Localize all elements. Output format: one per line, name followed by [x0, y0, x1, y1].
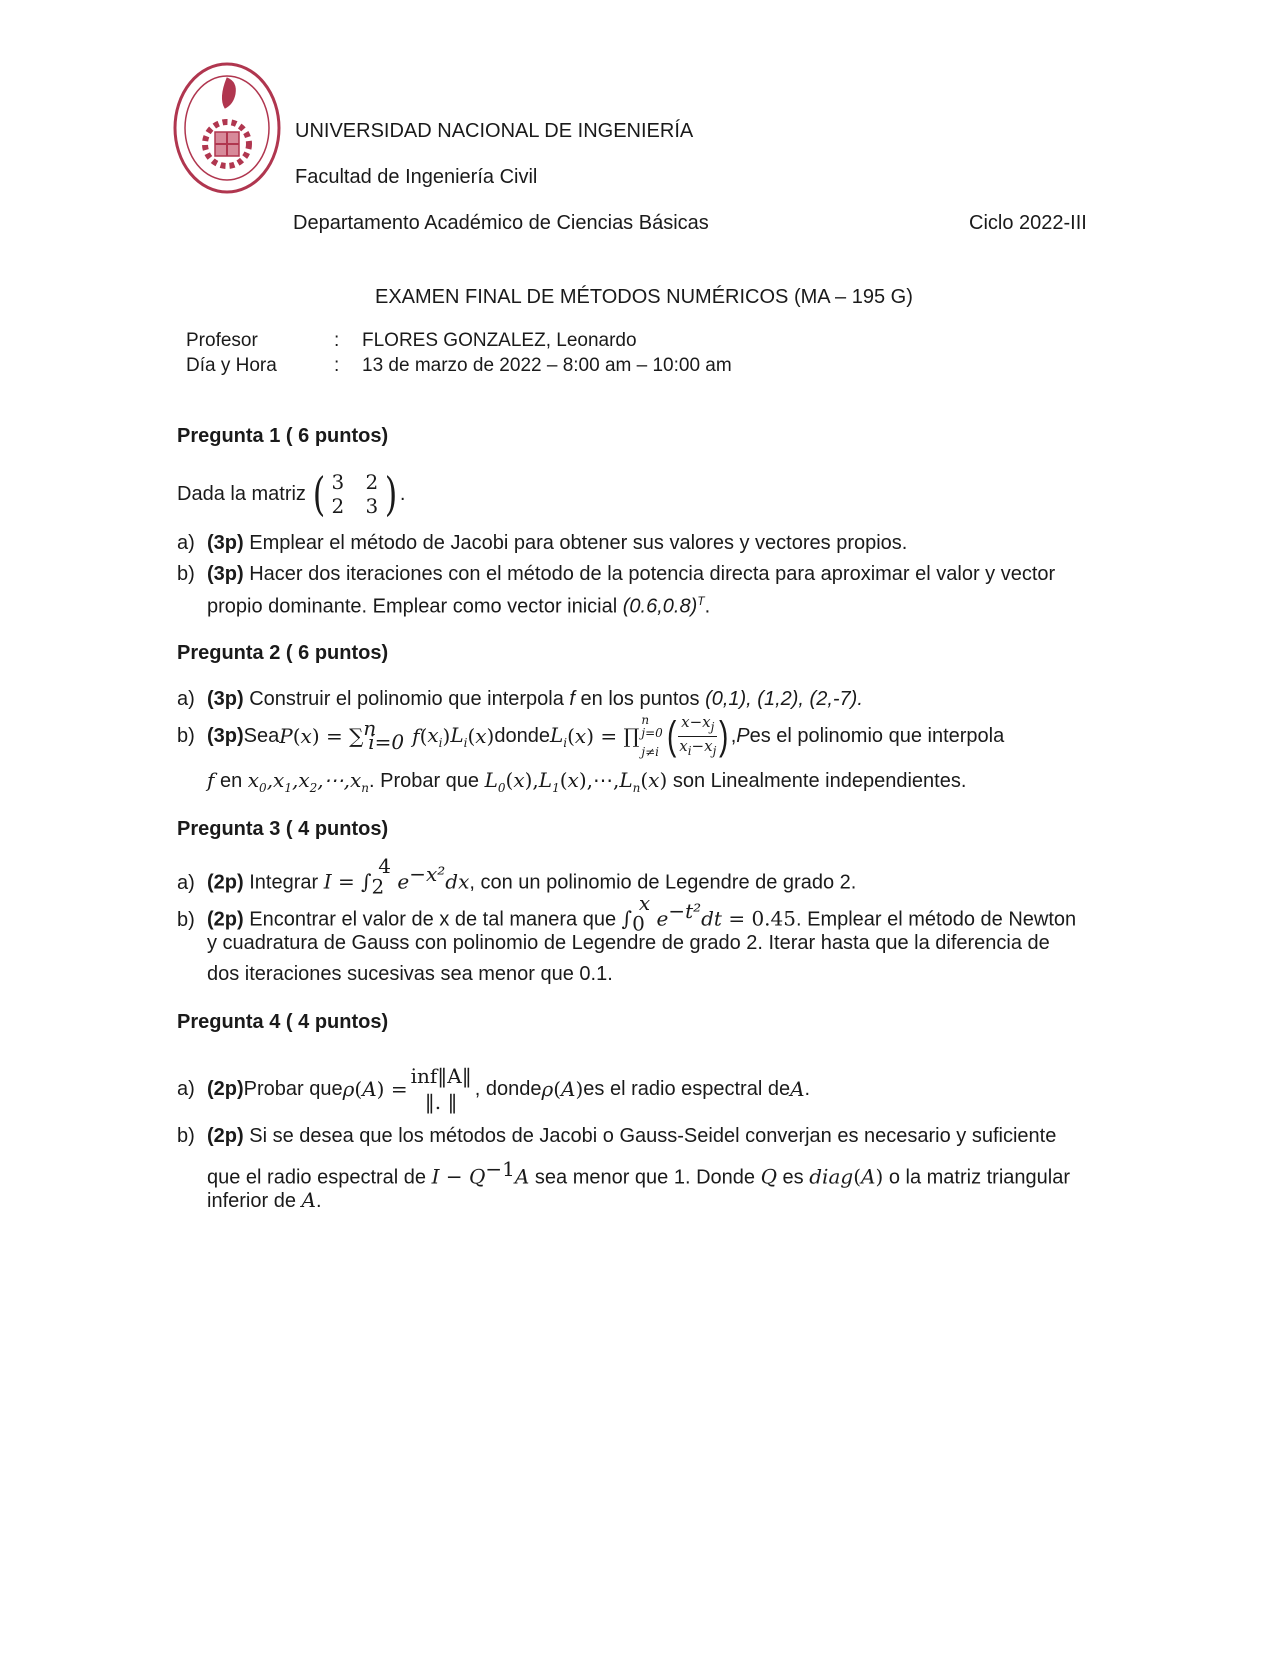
matrix: ( 3 2 2 3 )	[312, 467, 398, 521]
question-2-b-cont: f en $x_0,x_1,x_2,\cdots,x_n$. Probar que $L_0(x),L_1(x),\cdots,L_n(x)$ son Linealmente independientes.	[207, 768, 967, 795]
faculty-name: Facultad de Ingeniería Civil	[295, 166, 538, 188]
matrix-cell: 2	[331, 494, 345, 518]
lagrange-fraction: $\frac{x-x_j}{x_i-x_j}$	[679, 712, 717, 758]
question-2-title: Pregunta 2 ( 6 puntos)	[177, 642, 389, 664]
exam-title: EXAMEN FINAL DE MÉTODOS NUMÉRICOS (MA – 195 G)	[375, 286, 913, 308]
question-2-a: a) (3p) Construir el polinomio que interpola f en los puntos (0,1), (1,2), (2,-7).	[177, 688, 863, 710]
question-1-title: Pregunta 1 ( 6 puntos)	[177, 425, 389, 447]
professor-separator: :	[334, 330, 340, 351]
university-name: UNIVERSIDAD NACIONAL DE INGENIERÍA	[295, 120, 694, 142]
question-1-a: a) (3p) Emplear el método de Jacobi para obtener sus valores y vectores propios.	[177, 532, 908, 554]
question-3-b-cont1: y cuadratura de Gauss con polinomio de Legendre de grado 2. Iterar hasta que la diferencia de	[207, 932, 1050, 954]
question-1-intro-text: Dada la matriz	[177, 482, 306, 505]
question-3-title: Pregunta 3 ( 4 puntos)	[177, 818, 389, 840]
spectral-fraction: inf‖A‖ ‖. ‖	[410, 1064, 472, 1114]
professor-value: FLORES GONZALEZ, Leonardo	[362, 330, 637, 351]
question-2-b: b) (3p) Sea P ( x ) = ∑ $^n$ $_{i=0}$ f ( $x_i$ ) $L_i$ ( x ) donde $L_i$ ( x ) = ∏ n j=0 j≠i ( $\frac{x-x_j}{x_i-x_j}$ ) , P es el polinomio que interpola	[177, 712, 1005, 759]
university-seal-logo	[171, 60, 283, 196]
datetime-value: 13 de marzo de 2022 – 8:00 am – 10:00 am	[362, 355, 732, 376]
question-4-b-cont2: inferior de A.	[207, 1188, 322, 1212]
department-name: Departamento Académico de Ciencias Básicas	[293, 212, 709, 234]
question-4-b: b) (2p) Si se desea que los métodos de Jacobi o Gauss-Seidel converjan es necesario y suficiente	[177, 1125, 1057, 1147]
question-4-b-cont1: que el radio espectral de $I - Q^{-1}A$ sea menor que 1. Donde Q es diag(A) o la matriz triangular	[207, 1157, 1071, 1189]
question-1-b-cont: propio dominante. Emplear como vector inicial $(0.6,0.8)^T$.	[207, 594, 711, 618]
cycle-label: Ciclo 2022-III	[969, 212, 1087, 234]
professor-label: Profesor	[186, 330, 258, 351]
datetime-separator: :	[334, 355, 340, 376]
question-3-b: b) (2p) Encontrar el valor de x de tal manera que $\int_0^x$ $e^{-t^2}dt = 0.45$. Emplear el método de Newton	[177, 891, 1077, 936]
question-3-b-cont2: dos iteraciones sucesivas sea menor que 0.1.	[207, 963, 613, 985]
question-1-intro: Dada la matriz ( 3 2 2 3 ) .	[177, 467, 406, 521]
matrix-cell: 2	[365, 470, 379, 494]
question-4-a: a) (2p) Probar que ρ ( A ) = inf‖A‖ ‖. ‖ , donde ρ ( A ) es el radio espectral de A .	[177, 1064, 811, 1114]
datetime-label: Día y Hora	[186, 355, 277, 376]
question-1-b: b) (3p) Hacer dos iteraciones con el método de la potencia directa para aproximar el valor y vector	[177, 563, 1056, 585]
question-3-a: a) (2p) Integrar $I = \int_2^4$ $e^{-x^2}dx$, con un polinomio de Legendre de grado 2.	[177, 854, 857, 899]
matrix-cell: 3	[365, 494, 379, 518]
question-4-title: Pregunta 4 ( 4 puntos)	[177, 1011, 389, 1033]
matrix-cell: 3	[331, 470, 345, 494]
